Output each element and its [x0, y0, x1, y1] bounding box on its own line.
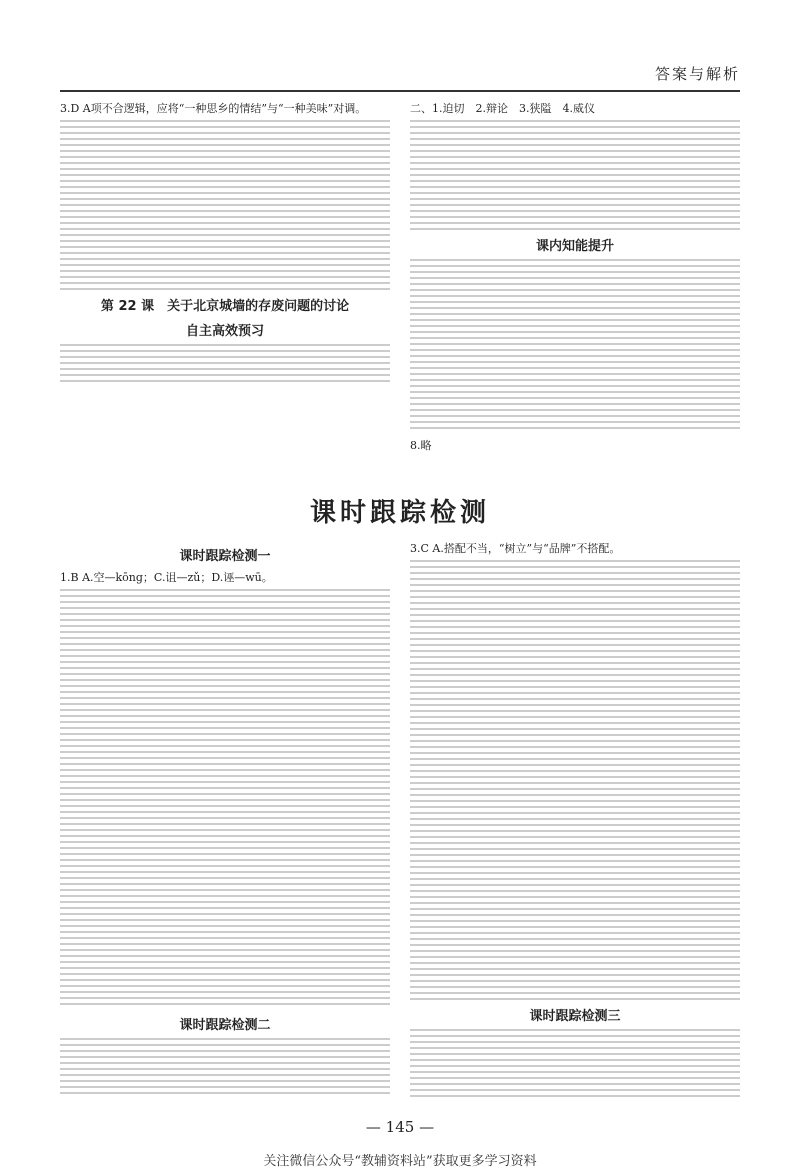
page-number: — 145 — [365, 1118, 435, 1136]
section-subtitle: 课内知能提升 [535, 239, 614, 254]
test-title: 课时跟踪检测一 [179, 549, 271, 564]
text-placeholder [60, 120, 390, 290]
text-placeholder [410, 259, 740, 429]
footer-note: 关注微信公众号“教辅资料站”获取更多学习资料 [263, 1154, 537, 1169]
bottom-right-column [410, 540, 740, 1107]
excerpt: 二、1.迫切 2.辩论 3.狭隘 4.威仪 [410, 102, 595, 115]
top-right-column [410, 100, 740, 457]
excerpt: 1.B A.空—kōng；C.诅—zǔ；D.诬—wū。 [60, 571, 273, 584]
bottom-left-column [60, 540, 390, 1106]
text-placeholder [60, 589, 390, 1009]
test-title: 课时跟踪检测二 [179, 1018, 271, 1033]
lesson-title: 第 22 课 关于北京城墙的存废问题的讨论 [100, 299, 350, 314]
section-title: 课时跟踪检测 [309, 498, 490, 528]
page-header [60, 56, 740, 92]
text-placeholder [60, 1038, 390, 1098]
excerpt: 3.D A项不合逻辑，应将“一种思乡的情结”与“一种美味”对调。 [60, 102, 367, 115]
header-title: 答案与解析 [654, 65, 740, 83]
text-placeholder [60, 344, 390, 384]
test-title: 课时跟踪检测三 [529, 1009, 621, 1024]
text-placeholder [410, 560, 740, 1000]
text-placeholder [410, 1029, 740, 1099]
excerpt: 8.略 [410, 439, 432, 452]
text-placeholder [410, 120, 740, 230]
lesson-subtitle: 自主高效预习 [185, 324, 264, 339]
excerpt: 3.C A.搭配不当，“树立”与“品牌”不搭配。 [410, 542, 621, 555]
top-left-column [60, 100, 390, 392]
